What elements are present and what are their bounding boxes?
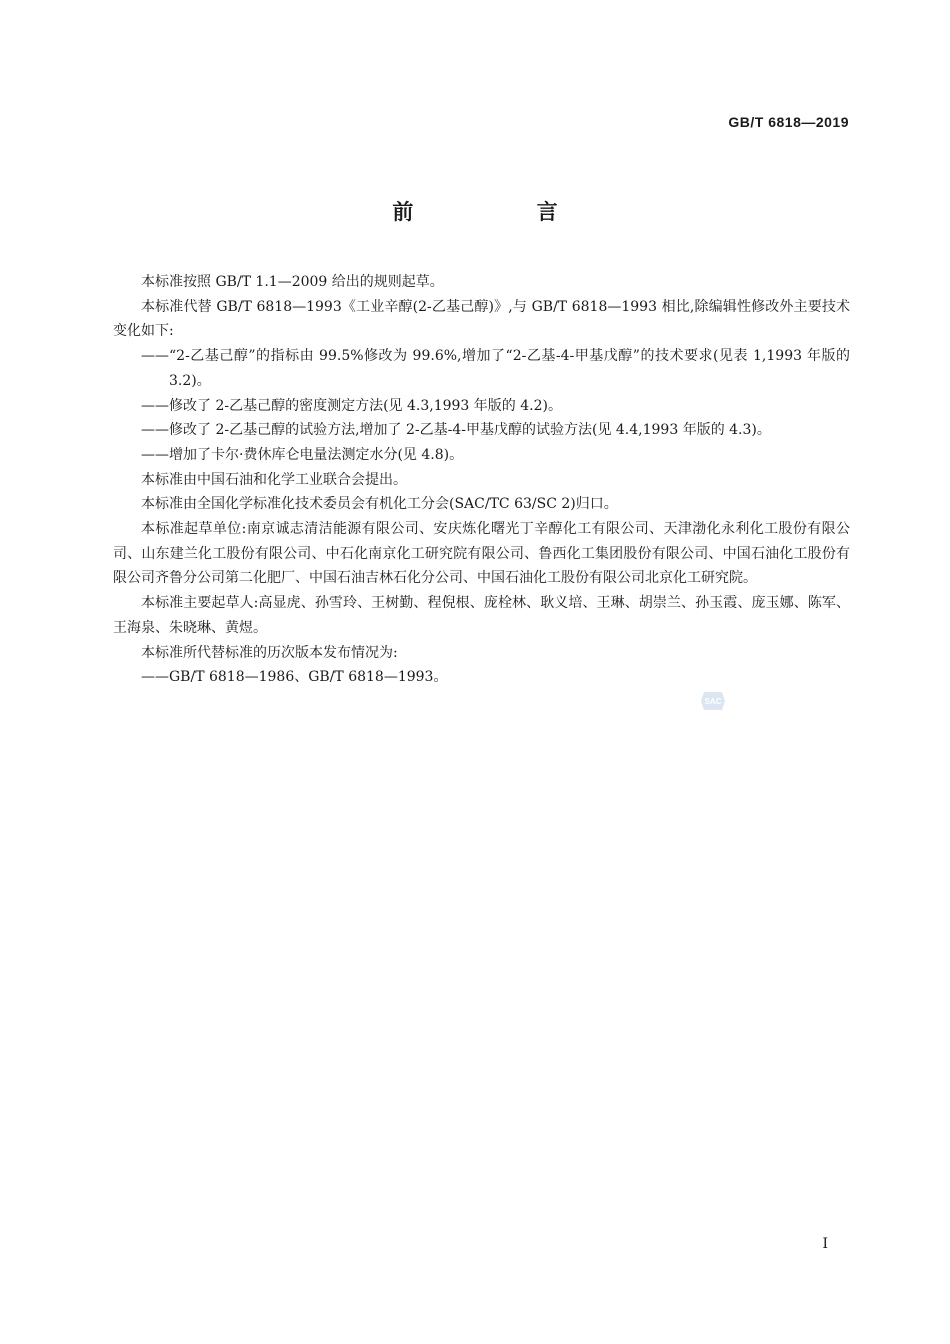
standard-code-header: GB/T 6818—2019: [728, 114, 849, 130]
history-item: ——GB/T 6818—1986、GB/T 6818—1993。: [141, 669, 448, 686]
sac-watermark-logo: [700, 690, 726, 712]
page-title: 前 言: [392, 200, 616, 224]
drafting-units-paragraph: 本标准起草单位:南京诚志清洁能源有限公司、安庆炼化曙光丁辛醇化工有限公司、天津渤化永利化工股份有限公司、山东建兰化工股份有限公司、中石化南京化工研究院有限公司、鲁西化工集团股份有限公司、中国石油化工股份有限公司齐鲁分公司第二化肥厂、中国石油吉林石化分公司、中国石油化工股份有限公司北京化工研究院。: [113, 521, 850, 587]
foreword-body: [113, 270, 850, 690]
svg-text:SAC: SAC: [704, 697, 722, 706]
change-item: ——“2-乙基己醇”的指标由 99.5%修改为 99.6%,增加了“2-乙基-4-甲基戊醇”的技术要求(见表 1,1993 年版的 3.2)。: [141, 348, 850, 389]
change-item: ——增加了卡尔·费休库仑电量法测定水分(见 4.8)。: [141, 446, 464, 463]
drafting-rules-paragraph: 本标准按照 GB/T 1.1—2009 给出的规则起草。: [141, 274, 444, 290]
replacement-paragraph: 本标准代替 GB/T 6818—1993《工业辛醇(2-乙基己醇)》,与 GB/T 6818—1993 相比,除编辑性修改外主要技术变化如下:: [113, 298, 850, 340]
page-number: I: [822, 1236, 828, 1252]
drafters-paragraph: 本标准主要起草人:高显虎、孙雪玲、王树勤、程倪根、庞栓林、耿义培、王琳、胡崇兰、孙玉霞、庞玉娜、陈军、王海泉、朱晓琳、黄煜。: [113, 595, 850, 636]
change-item: ——修改了 2-乙基己醇的试验方法,增加了 2-乙基-4-甲基戊醇的试验方法(见 4.4,1993 年版的 4.3)。: [141, 422, 771, 439]
committee-paragraph: 本标准由全国化学标准化技术委员会有机化工分会(SAC/TC 63/SC 2)归口。: [141, 496, 618, 513]
history-intro-paragraph: 本标准所代替标准的历次版本发布情况为:: [141, 644, 398, 661]
change-item: ——修改了 2-乙基己醇的密度测定方法(见 4.3,1993 年版的 4.2)。: [141, 397, 562, 414]
proposer-paragraph: 本标准由中国石油和化学工业联合会提出。: [141, 471, 407, 488]
